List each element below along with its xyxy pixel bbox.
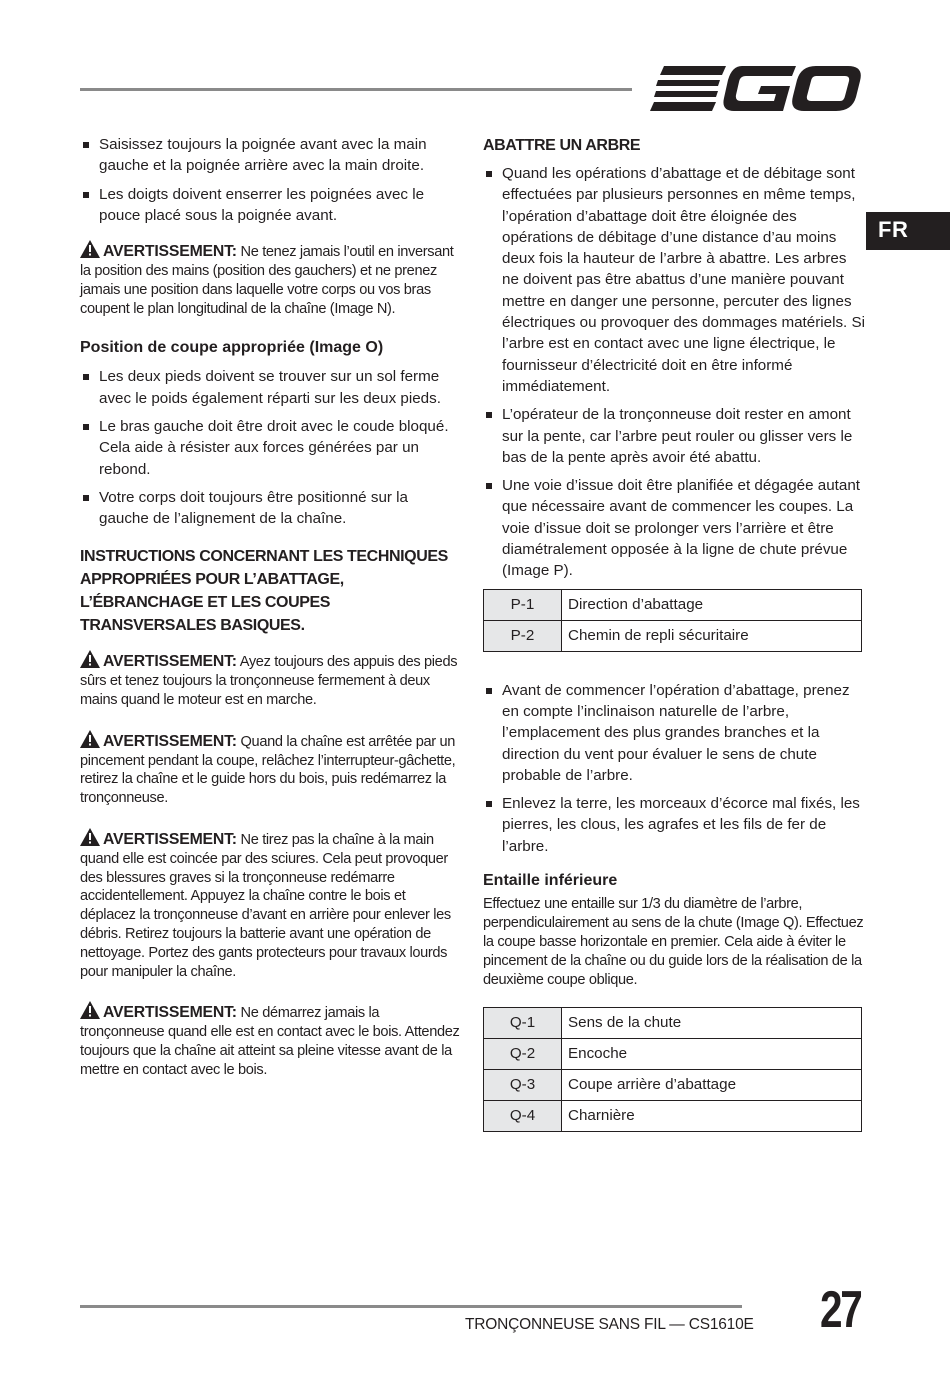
notch-paragraph: Effectuez une entaille sur 1/3 du diamètre de l’arbre, perpendiculairement au sens de la chute (Image Q). Effectuez la coupe basse horizontale en premier. Cela aide à éviter le pincement de la chaîne ou du guide lors de la réalisation de la deuxième coupe oblique. <box>483 896 864 989</box>
warning-text: Ne tirez pas la chaîne à la main quand elle est coincée par des sciures. Cela peut provoquer des blessures graves si la tronçonneuse redémarre accidentellement. Appuyez la chaîne contre le bois et déplacez la tronçonneuse d’avant en arrière pour enlever les débris. Retirez toujours la batterie avant une opération de nettoyage. Portez des gants protecteurs pour travaux lourds pour manipuler la chaîne. <box>80 832 451 980</box>
list-item: Une voie d’issue doit être planifiée et dégagée autant que nécessaire avant de commencer les coupes. La voie d’issue doit se prolonger vers l’arrière et être diamétralement opposée à la ligne de chute prévue (Image P). <box>483 475 865 581</box>
warning-triangle-icon <box>80 828 100 846</box>
warning-label: AVERTISSEMENT: <box>103 732 237 750</box>
header-rule <box>80 88 632 91</box>
table-cell-code: Q-4 <box>484 1101 562 1132</box>
table-cell-desc: Chemin de repli sécuritaire <box>562 620 862 651</box>
list-item: Avant de commencer l’opération d’abattage, prenez en compte l’inclinaison naturelle de l’arbre, l’emplacement des plus grandes branches et la direction du vent pour évaluer le sens de chute probable de l’arbre. <box>483 680 865 786</box>
warning-label: AVERTISSEMENT: <box>103 1004 237 1022</box>
warning-label: AVERTISSEMENT: <box>103 831 237 849</box>
table-cell-code: Q-1 <box>484 1008 562 1039</box>
reference-table-p <box>483 589 862 652</box>
list-item: Les deux pieds doivent se trouver sur un sol ferme avec le poids également réparti sur les deux pieds. <box>80 366 462 409</box>
warning-text: Ayez toujours des appuis des pieds sûrs et tenez toujours la tronçonneuse fermement à deux mains quand le moteur est en marche. <box>80 654 458 709</box>
warning-text: Quand la chaîne est arrêtée par un pincement pendant la coupe, relâchez l’interrupteur-gâchette, retirez la chaîne et le guide hors du bois, puis redémarrez la tronçonneuse. <box>80 733 456 807</box>
right-column <box>483 134 865 1132</box>
page-number: 27 <box>820 1281 861 1339</box>
footer-product-name: TRONÇONNEUSE SANS FIL — CS1610E <box>465 1316 754 1333</box>
table-cell-desc: Encoche <box>562 1039 862 1070</box>
warning-block <box>80 240 462 318</box>
warning-block <box>80 828 462 981</box>
list-item: Le bras gauche doit être droit avec le coude bloqué. Cela aide à résister aux forces générées par un rebond. <box>80 416 462 480</box>
warning-label: AVERTISSEMENT: <box>103 653 237 671</box>
left-column <box>80 134 462 1080</box>
list-item: Les doigts doivent enserrer les poignées avec le pouce placé sous la poignée avant. <box>80 184 462 227</box>
ego-logo <box>650 64 862 114</box>
warning-text: Ne tenez jamais l’outil en inversant la position des mains (position des gauchers) et ne prenez jamais une position dans laquelle votre corps ou vos bras coupent le plan longitudinal de la chaîne (Image N). <box>80 244 454 317</box>
table-row <box>484 1101 862 1132</box>
list-item: L’opérateur de la tronçonneuse doit rester en amont sur la pente, car l’arbre peut rouler ou glisser vers le bas de la pente après avoir été abattu. <box>483 404 865 468</box>
section-heading: Entaille inférieure <box>483 872 618 890</box>
table-row <box>484 1008 862 1039</box>
table-cell-code: Q-2 <box>484 1039 562 1070</box>
list-item: Quand les opérations d’abattage et de débitage sont effectuées par plusieurs personnes en même temps, l’opération d’abattage doit être éloignée des opérations de débitage d’une distance d’au moins deux fois la hauteur de l’arbre à abattre. Les arbres ne doivent pas être abattus d’une manière pouvant mettre en danger une personne, percuter des lignes électriques ou provoquer des dommages matériels. Si l’arbre est en contact avec une ligne électrique, le fournisseur d’électricité doit en être informé immédiatement. <box>483 163 865 397</box>
felling-bullet-list <box>483 163 865 582</box>
table-cell-desc: Charnière <box>562 1101 862 1132</box>
table-row <box>484 1039 862 1070</box>
table-cell-desc: Sens de la chute <box>562 1008 862 1039</box>
position-bullet-list <box>80 366 462 529</box>
section-heading: Position de coupe appropriée (Image O) <box>80 339 384 357</box>
warning-block <box>80 1001 462 1079</box>
warning-triangle-icon <box>80 240 100 258</box>
language-tab: FR <box>866 212 950 250</box>
warning-triangle-icon <box>80 730 100 748</box>
list-item: Saisissez toujours la poignée avant avec la main gauche et la poignée arrière avec la main droite. <box>80 134 462 177</box>
table-cell-desc: Direction d’abattage <box>562 589 862 620</box>
warning-triangle-icon <box>80 650 100 668</box>
reference-table-q <box>483 1007 862 1132</box>
warning-text: Ne démarrez jamais la tronçonneuse quand elle est en contact avec le bois. Attendez toujours que la chaîne ait atteint sa pleine vitesse avant de la mettre en contact avec le bois. <box>80 1005 460 1078</box>
grip-bullet-list <box>80 134 462 226</box>
table-cell-desc: Coupe arrière d’abattage <box>562 1070 862 1101</box>
table-row <box>484 620 862 651</box>
warning-block <box>80 650 462 709</box>
table-row <box>484 589 862 620</box>
list-item: Enlevez la terre, les morceaux d’écorce mal fixés, les pierres, les clous, les agrafes et les fils de fer de l’arbre. <box>483 793 865 857</box>
warning-triangle-icon <box>80 1001 100 1019</box>
table-row <box>484 1070 862 1101</box>
table-cell-code: Q-3 <box>484 1070 562 1101</box>
table-cell-code: P-1 <box>484 589 562 620</box>
warning-label: AVERTISSEMENT: <box>103 243 237 261</box>
list-item: Votre corps doit toujours être positionné sur la gauche de l’alignement de la chaîne. <box>80 487 462 530</box>
warning-block <box>80 730 462 808</box>
footer-rule <box>80 1305 742 1308</box>
table-cell-code: P-2 <box>484 620 562 651</box>
before-felling-bullet-list <box>483 680 865 857</box>
section-heading: ABATTRE UN ARBRE <box>483 137 641 154</box>
section-heading: INSTRUCTIONS CONCERNANT LES TECHNIQUES APPROPRIÉES POUR L’ABATTAGE, L’ÉBRANCHAGE ET LES COUPES TRANSVERSALES BASIQUES. <box>80 548 448 635</box>
